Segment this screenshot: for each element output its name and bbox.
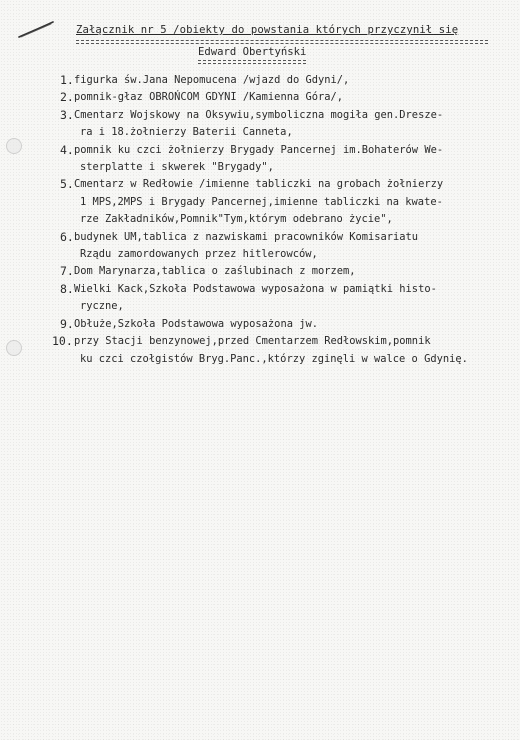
author-name: Edward Obertyński (198, 46, 307, 58)
list-item-number: 4. (60, 142, 74, 157)
list-item-number: 10. (52, 334, 73, 349)
author-rule-top (198, 60, 306, 61)
list-item (52, 333, 500, 368)
header (76, 24, 496, 37)
author-rule-bottom (198, 63, 306, 64)
list-item (60, 263, 500, 280)
list-item-text: ra i 18.żołnierzy Baterii Canneta, (80, 126, 293, 139)
list-item-number: 1. (60, 73, 74, 87)
list-item (60, 316, 500, 333)
list-item (60, 281, 500, 316)
list-item-number: 8. (60, 281, 74, 296)
list-item-number: 2. (60, 90, 74, 105)
list-item (60, 72, 500, 89)
list-item (60, 107, 500, 142)
pen-mark-icon (18, 20, 54, 40)
list-item-text: rze Zakładników,Pomnik"Tym,którym odebrano życie", (80, 213, 393, 226)
punch-hole-icon (6, 340, 22, 356)
objects-list (52, 72, 500, 368)
title-rule-top (76, 40, 488, 41)
list-item (60, 142, 500, 177)
list-item-text: pomnik ku czci żołnierzy Brygady Pancernej im.Bohaterów We- (74, 143, 444, 156)
list-item-number: 5. (60, 177, 74, 192)
list-item-text: 1 MPS,2MPS i Brygady Pancernej,imienne tabliczki na kwate- (80, 195, 443, 208)
list-item-number: 7. (60, 264, 74, 279)
list-item-text: Dom Marynarza,tablica o zaślubinach z morzem, (74, 265, 356, 278)
document-title: Załącznik nr 5 /obiekty do powstania których przyczynił się (76, 24, 459, 36)
list-item (60, 176, 500, 228)
list-item-text: figurka św.Jana Nepomucena /wjazd do Gdyni/, (74, 74, 350, 86)
list-item-text: ryczne, (80, 300, 124, 313)
list-item-number: 3. (60, 107, 74, 122)
list-item (60, 229, 500, 264)
list-item-text: przy Stacji benzynowej,przed Cmentarzem Redłowskim,pomnik (74, 335, 431, 348)
list-item-text: pomnik-głaz OBROŃCOM GDYNI /Kamienna Góra/, (74, 91, 343, 104)
title-rule-bottom (76, 43, 488, 44)
list-item-text: sterplatte i skwerek "Brygady", (80, 161, 274, 174)
punch-hole-icon (6, 138, 22, 154)
list-item-text: budynek UM,tablica z nazwiskami pracowników Komisariatu (74, 230, 419, 243)
list-item-text: Cmentarz Wojskowy na Oksywiu,symboliczna mogiła gen.Dresze- (74, 108, 444, 121)
list-item-number: 6. (60, 229, 74, 244)
list-item-text: Obłuże,Szkoła Podstawowa wyposażona jw. (74, 317, 318, 330)
list-item-text: Cmentarz w Redłowie /imienne tabliczki na grobach żołnierzy (74, 178, 444, 191)
list-item-text: Rządu zamordowanych przez hitlerowców, (80, 248, 318, 261)
list-item-number: 9. (60, 316, 74, 331)
list-item-text: Wielki Kack,Szkoła Podstawowa wyposażona w pamiątki histo- (74, 282, 437, 295)
list-item-text: ku czci czołgistów Bryg.Panc.,którzy zginęli w walce o Gdynię. (80, 352, 468, 365)
list-item (60, 89, 500, 106)
